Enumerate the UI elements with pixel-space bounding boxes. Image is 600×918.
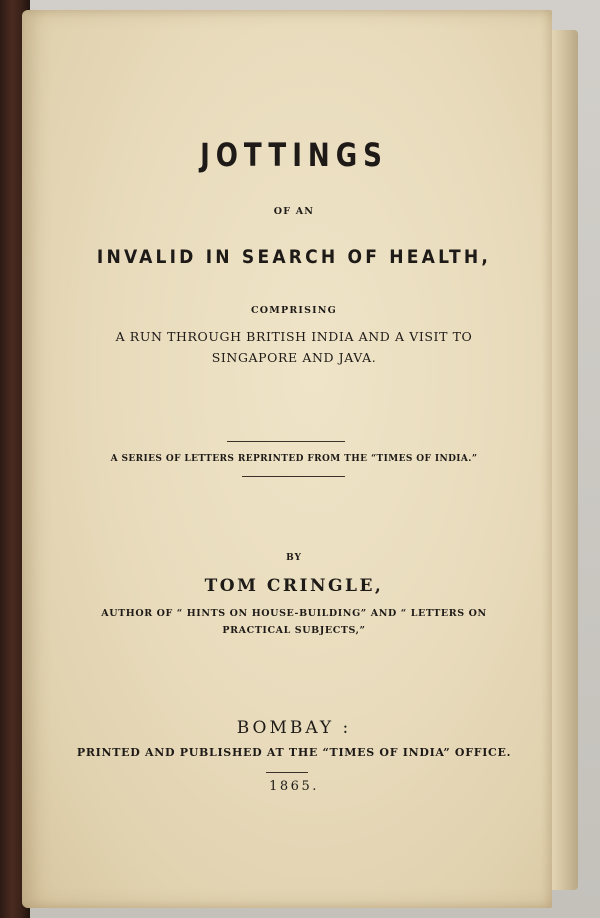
series-note: A SERIES OF LETTERS REPRINTED FROM THE “TIMES OF INDIA.” [110, 454, 478, 464]
year-divider [266, 772, 308, 773]
title-connector: OF AN [273, 206, 315, 217]
book-subtitle: INVALID IN SEARCH OF HEALTH, [96, 246, 492, 268]
description-line-1: A RUN THROUGH BRITISH INDIA AND A VISIT TO [115, 329, 473, 344]
publisher-line: PRINTED AND PUBLISHED AT THE “TIMES OF INDIA” OFFICE. [76, 746, 512, 759]
publication-year: 1865. [269, 779, 319, 794]
divider-top [227, 441, 345, 442]
comprising-label: COMPRISING [251, 305, 337, 316]
title-page [22, 10, 552, 908]
book-title: JOTTINGS [200, 136, 388, 174]
publication-city: BOMBAY : [236, 718, 352, 738]
description-line-2: SINGAPORE AND JAVA. [211, 350, 377, 365]
author-credits-line-1: AUTHOR OF “ HINTS ON HOUSE-BUILDING” AND “ LETTERS ON [101, 608, 487, 619]
author-name: TOM CRINGLE, [204, 576, 384, 596]
by-label: BY [286, 553, 302, 563]
divider-bottom [242, 476, 345, 477]
author-credits-line-2: PRACTICAL SUBJECTS,” [222, 625, 366, 636]
